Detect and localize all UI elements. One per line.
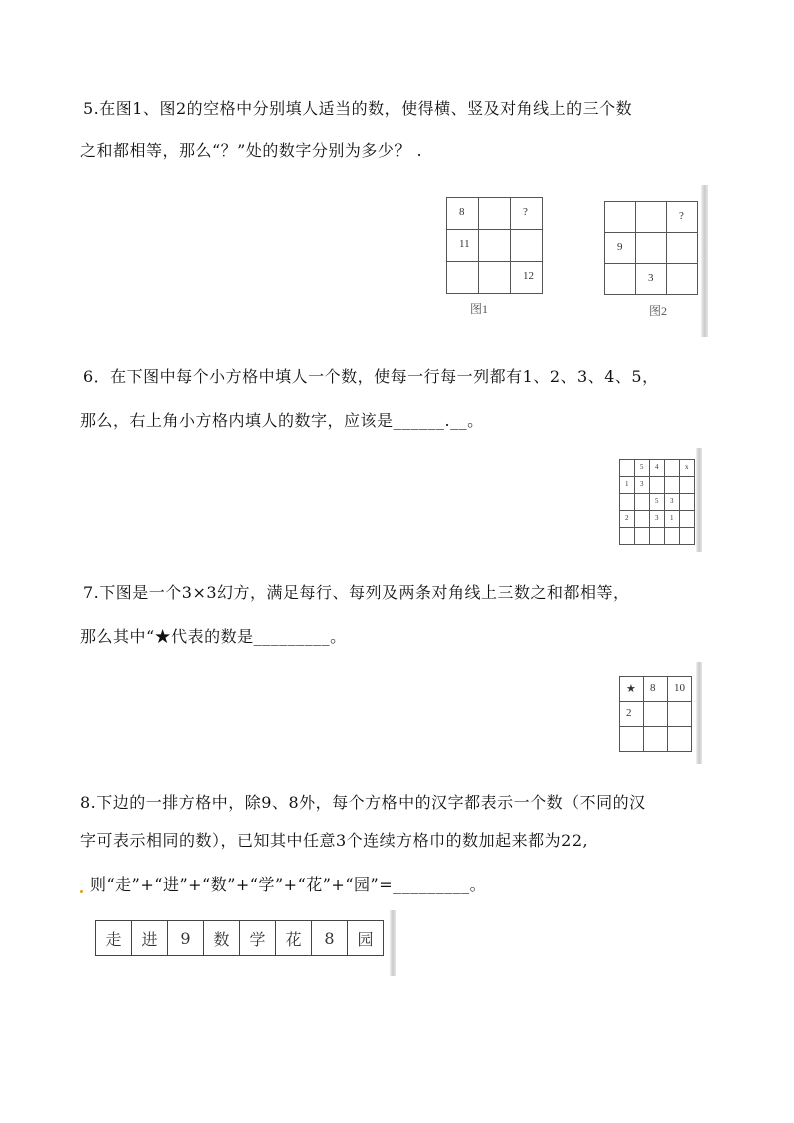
question-5-text [80,92,740,168]
figure-1-cell: ? [511,198,543,230]
question-6-grid-body [620,460,695,545]
question-8-cell: 9 [168,921,204,956]
question-7-cell [644,702,668,727]
question-6-cell [680,477,695,494]
question-6-line-2: 那么，右上角小方格内填人的数字，应该是______.__。 [80,411,484,430]
scan-edge [701,185,708,337]
figure-1-scan [438,185,708,337]
question-6-cell [635,494,650,511]
question-6-cell: 3 [635,477,650,494]
question-8-figure-scan [90,910,396,976]
question-7-row [620,727,692,752]
question-8-line-1: 8.下边的一排方格中，除9、8外，每个方格中的汉字都表示一个数（不同的汉 [80,793,646,812]
question-7-cell: 2 [620,702,644,727]
question-6-cell [680,528,695,545]
figure-2-cell [667,264,698,295]
figure-2-cell: 3 [636,264,667,295]
question-7-cell [668,727,692,752]
question-6-cell [680,494,695,511]
question-6-row [620,477,695,494]
figure-2-cell [605,202,636,233]
figure-2-cell: ? [667,202,698,233]
scan-edge [696,448,702,552]
question-6-cell: 5 [635,460,650,477]
question-7-figure-scan [612,662,702,764]
question-7-grid [619,676,692,752]
figure-2-cell [667,233,698,264]
question-6-cell [650,528,665,545]
question-6-cell [680,511,695,528]
question-8-cell: 学 [240,921,276,956]
question-7-line-1: 7.下图是一个3×3幻方，满足每行、每列及两条对角线上三数之和都相等， [83,583,630,602]
question-6-row [620,494,695,511]
figure-1-cell [511,230,543,262]
figure-1-row [447,262,543,294]
figure-2-grid [604,201,698,295]
question-6-row [620,511,695,528]
figure-1-grid-body [447,198,543,294]
question-6-cell: 3 [650,511,665,528]
figure-2-cell [636,202,667,233]
question-6-cell: 3 [665,494,680,511]
figure-1-cell [479,230,511,262]
question-6-cell [665,477,680,494]
question-6-cell: 1 [665,511,680,528]
question-6-cell [620,460,635,477]
question-8-row-cells [96,921,384,956]
question-8-cell: 进 [132,921,168,956]
figure-1-cell [447,262,479,294]
figure-2-cell [636,233,667,264]
figure-2-row [605,202,698,233]
question-8-cell: 8 [312,921,348,956]
question-7-cell [668,702,692,727]
question-8-cell: 走 [96,921,132,956]
figure-2-row [605,264,698,295]
question-6-cell: 4 [650,460,665,477]
question-6-grid [619,459,695,545]
question-7-cell [644,727,668,752]
question-6-cell: 5 [650,494,665,511]
question-7-cell: ★ [620,677,644,702]
question-8-cell: 数 [204,921,240,956]
scan-edge [696,662,702,764]
question-6-cell [650,477,665,494]
question-8-line-3: 则“走”+“进”+“数”+“学”+“花”+“园”=_________。 [90,875,487,894]
question-7-line-2: 那么其中“★代表的数是_________。 [80,627,347,646]
question-6-figure-scan [612,448,702,552]
figure-1-caption: 图1 [470,302,489,316]
question-6-row [620,528,695,545]
question-6-cell: 2 [620,511,635,528]
question-7-row [620,702,692,727]
question-6-line-1: 6．在下图中每个小方格中填人一个数，使每一行每一列都有1、2、3、4、5， [83,367,659,386]
figure-1-row [447,198,543,230]
question-7-grid-body [620,677,692,752]
question-5-line-1: 5.在图1、图2的空格中分别填人适当的数，使得横、竖及对角线上的三个数 [83,99,633,118]
question-8-line-2: 字可表示相同的数），已知其中任意3个连续方格巾的数加起来都为22, [80,831,589,850]
figure-1-row [447,230,543,262]
figure-1-cell [479,262,511,294]
question-8-text [80,786,740,902]
question-6-cell [635,528,650,545]
figure-1-cell: 11 [447,230,479,262]
figure-1-cell: 12 [511,262,543,294]
question-6-cell [635,511,650,528]
question-6-text [80,360,740,438]
question-7-cell [620,727,644,752]
figure-1-cell [479,198,511,230]
stray-mark [80,890,83,893]
question-6-cell [620,494,635,511]
question-6-cell [665,460,680,477]
question-8-row [95,920,384,956]
figure-1-cell: 8 [447,198,479,230]
question-7-row [620,677,692,702]
question-6-cell: 1 [620,477,635,494]
figure-2-row [605,233,698,264]
question-6-row [620,460,695,477]
figure-2-caption: 图2 [649,304,668,318]
question-6-cell [620,528,635,545]
question-6-cell: x [680,460,695,477]
question-8-cell: 园 [348,921,384,956]
question-6-cell [665,528,680,545]
question-7-text [80,576,740,654]
question-7-cell: 8 [644,677,668,702]
figure-2-cell [605,264,636,295]
figure-2-grid-body [605,202,698,295]
figure-2-cell: 9 [605,233,636,264]
scan-edge [390,910,396,976]
figure-1-grid [446,197,543,294]
question-5-line-2: 之和都相等，那么“？”处的数字分别为多少？ . [80,141,423,160]
question-7-cell: 10 [668,677,692,702]
question-8-cell: 花 [276,921,312,956]
